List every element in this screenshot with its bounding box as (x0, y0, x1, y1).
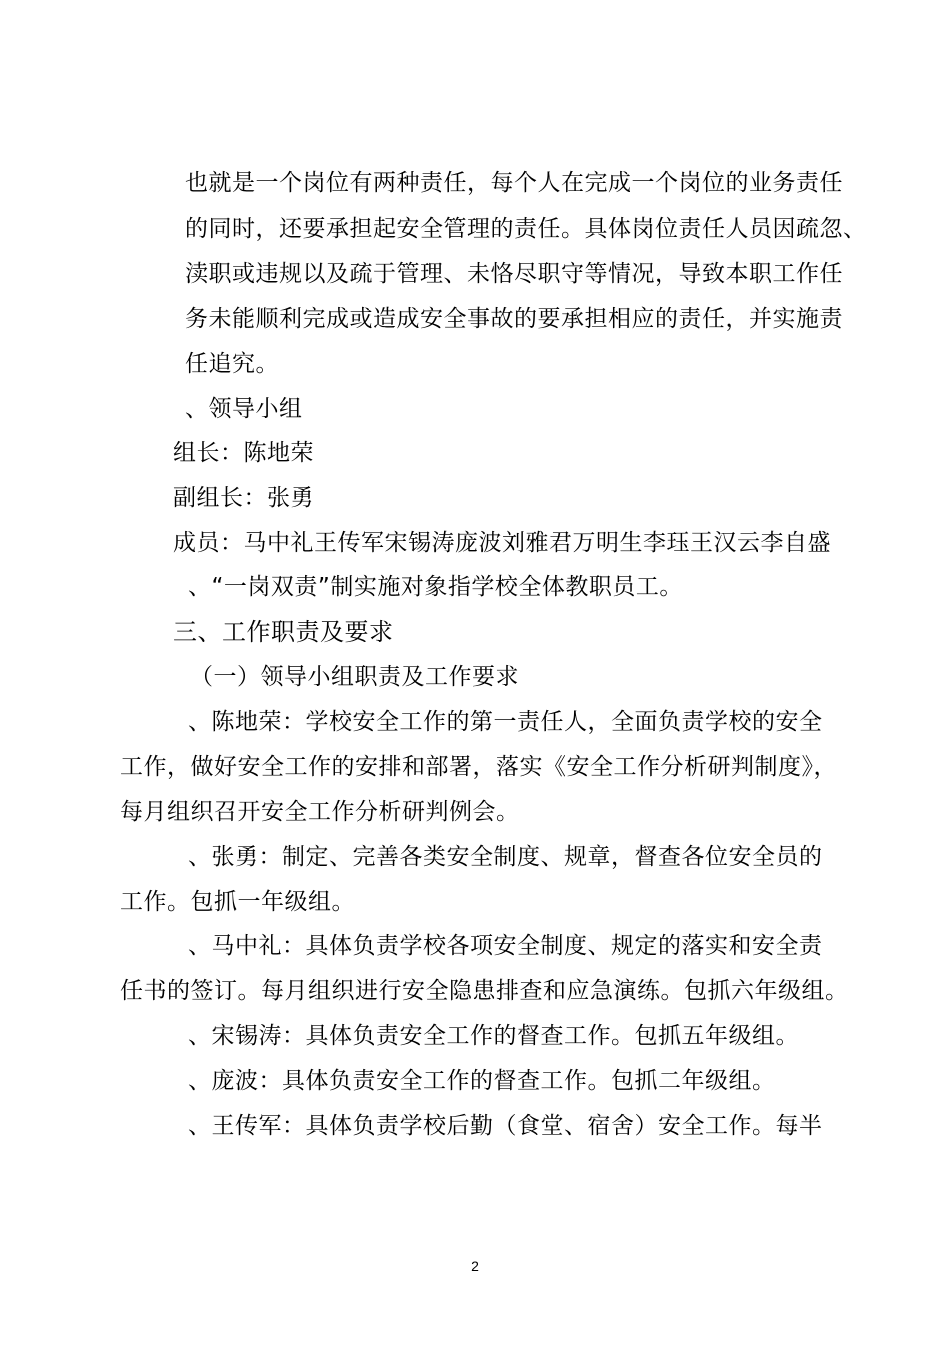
paragraph-line: 务未能顺利完成或造成安全事故的要承担相应的责任，并实施责 (185, 306, 843, 332)
section-heading: 三、工作职责及要求 (173, 618, 394, 646)
paragraph-line: 、王传军：具体负责学校后勤（食堂、宿舍）安全工作。每半 (188, 1113, 823, 1139)
paragraph-line: 渎职或违规以及疏于管理、未恪尽职守等情况，导致本职工作任 (185, 261, 843, 287)
paragraph-line: 、庞波：具体负责安全工作的督查工作。包抓二年级组。 (188, 1068, 776, 1094)
paragraph-line: 、宋锡涛：具体负责安全工作的督查工作。包抓五年级组。 (188, 1023, 799, 1049)
paragraph-line: 工作，做好安全工作的安排和部署，落实《安全工作分析研判制度》， (120, 754, 837, 780)
page-number: 2 (471, 1258, 479, 1274)
paragraph-line: 、“一岗双责”制实施对象指学校全体教职员工。 (188, 574, 683, 600)
group-leader: 组长：陈地荣 (173, 440, 314, 466)
paragraph-line: 、陈地荣：学校安全工作的第一责任人，全面负责学校的安全 (188, 709, 823, 735)
paragraph-line: 工作。包抓一年级组。 (120, 889, 355, 915)
paragraph-line: 也就是一个岗位有两种责任，每个人在完成一个岗位的业务责任 (185, 170, 843, 196)
paragraph-line: 、马中礼：具体负责学校各项安全制度、规定的落实和安全责 (188, 933, 823, 959)
section-heading: 、领导小组 (185, 396, 303, 422)
paragraph-line: 的同时，还要承担起安全管理的责任。具体岗位责任人员因疏忽、 (185, 216, 867, 242)
paragraph-line: 任追究。 (185, 351, 279, 377)
paragraph-line: 每月组织召开安全工作分析研判例会。 (120, 799, 520, 825)
members-line: 成员：马中礼王传军宋锡涛庞波刘雅君万明生李珏王汉云李自盛 (173, 530, 831, 556)
subsection-heading: （一）领导小组职责及工作要求 (190, 664, 519, 690)
deputy-leader: 副组长：张勇 (173, 485, 314, 511)
paragraph-line: 任书的签订。每月组织进行安全隐患排查和应急演练。包抓六年级组。 (120, 978, 849, 1004)
paragraph-line: 、张勇：制定、完善各类安全制度、规章，督查各位安全员的 (188, 844, 823, 870)
